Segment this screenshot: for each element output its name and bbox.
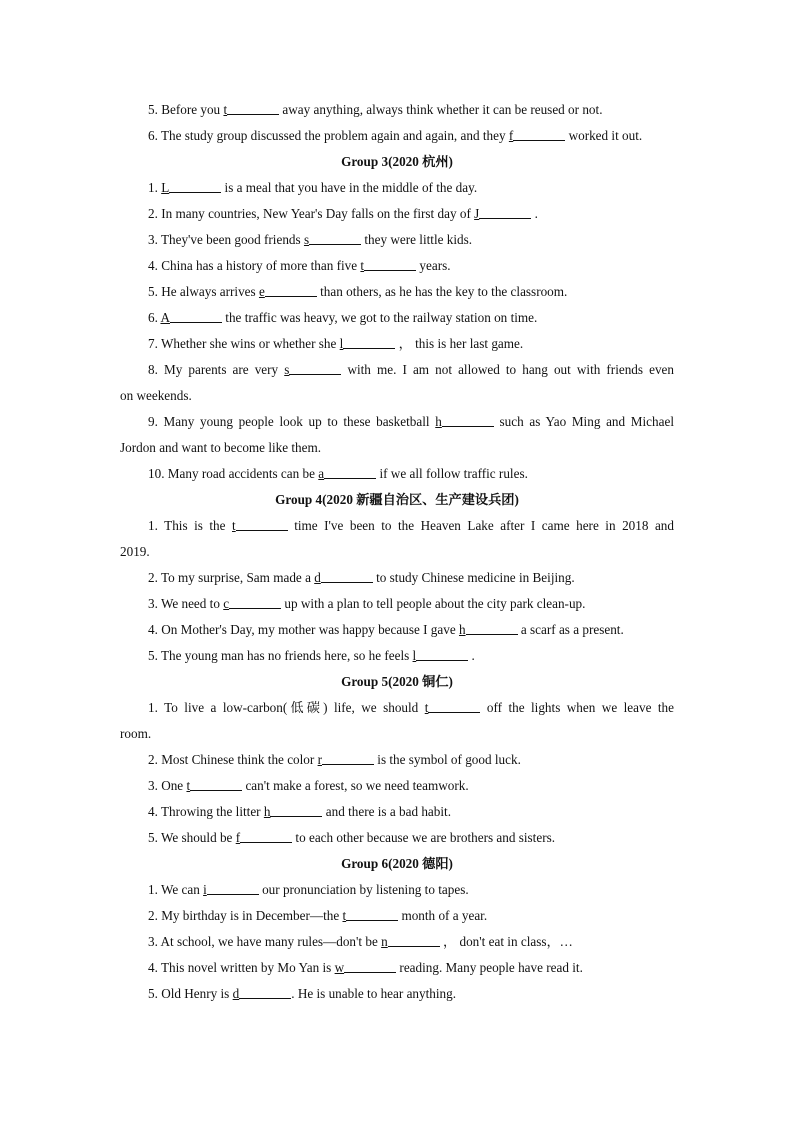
item-text-after: if we all follow traffic rules.: [376, 466, 528, 481]
item-text-after: ， this is her last game.: [395, 336, 524, 351]
blank-initial-letter: l: [339, 336, 344, 351]
blank-initial-letter: t: [360, 258, 365, 273]
exercise-item: [120, 929, 674, 955]
item-text-after: away anything, always think whether it can be reused or not.: [279, 102, 603, 117]
exercise-item: [120, 461, 674, 487]
exercise-item: [120, 903, 674, 929]
blank-underline: [388, 934, 440, 947]
blank-initial-letter: t: [232, 518, 236, 533]
item-text-before: 5. Before you: [148, 102, 224, 117]
exercise-item: [120, 877, 674, 903]
item-text-after: with me. I am not allowed to hang out with friends even: [341, 362, 675, 377]
blank-underline: [169, 180, 221, 193]
item-text-before: 4. Throwing the litter: [148, 804, 264, 819]
blank-underline: [236, 518, 288, 531]
blank-initial-letter: t: [223, 102, 228, 117]
blank-underline: [229, 596, 281, 609]
blank-initial-letter: a: [318, 466, 325, 481]
blank-underline: [239, 986, 291, 999]
blank-initial-letter: h: [435, 414, 442, 429]
exercise-item: [120, 981, 674, 1007]
answer-blank[interactable]: [304, 232, 361, 247]
item-text-after: ， don't eat in class，…: [439, 934, 573, 949]
exercise-item: [120, 565, 674, 591]
blank-initial-letter: l: [412, 648, 417, 663]
answer-blank[interactable]: [381, 934, 440, 949]
blank-initial-letter: s: [303, 232, 310, 247]
blank-underline: [227, 102, 279, 115]
blank-underline: [346, 908, 398, 921]
exercise-item: [120, 825, 674, 851]
blank-underline: [428, 700, 480, 713]
item-text-after: than others, as he has the key to the classroom.: [316, 284, 568, 299]
blank-underline: [479, 206, 531, 219]
item-text-after: a scarf as a present.: [517, 622, 624, 637]
blank-initial-letter: J: [474, 206, 480, 221]
item-continuation: on weekends.: [120, 388, 192, 403]
blank-underline: [207, 882, 259, 895]
blank-initial-letter: d: [232, 986, 240, 1001]
blank-initial-letter: t: [186, 778, 191, 793]
blank-underline: [265, 284, 317, 297]
answer-blank[interactable]: [259, 284, 317, 299]
answer-blank[interactable]: [203, 882, 259, 897]
blank-underline: [321, 570, 373, 583]
item-text-after: the traffic was heavy, we got to the railway station on time.: [222, 310, 538, 325]
answer-blank[interactable]: [342, 908, 398, 923]
item-text-after: .: [531, 206, 538, 221]
answer-blank[interactable]: [223, 102, 279, 117]
item-text-after: . He is unable to hear anything.: [291, 986, 457, 1001]
blank-initial-letter: c: [223, 596, 230, 611]
answer-blank[interactable]: [233, 986, 292, 1001]
answer-blank[interactable]: [318, 466, 376, 481]
exercise-item: [120, 747, 674, 773]
item-text-before: 2. Most Chinese think the color: [148, 752, 318, 767]
blank-underline: [466, 622, 518, 635]
answer-blank[interactable]: [160, 310, 222, 325]
blank-underline: [343, 336, 395, 349]
blank-initial-letter: d: [314, 570, 321, 585]
exercise-item: [120, 279, 674, 305]
exercise-item: [120, 123, 674, 149]
blank-initial-letter: s: [284, 362, 290, 377]
answer-blank[interactable]: [223, 596, 281, 611]
answer-blank[interactable]: [161, 180, 221, 195]
item-text-before: 4. On Mother's Day, my mother was happy because I gave: [148, 622, 459, 637]
item-text-before: 9. Many young people look up to these basketball: [148, 414, 436, 429]
answer-blank[interactable]: [509, 128, 565, 143]
item-text-before: 4. This novel written by Mo Yan is: [148, 960, 335, 975]
answer-blank[interactable]: [413, 648, 469, 663]
answer-blank[interactable]: [435, 414, 494, 429]
exercise-item: [120, 175, 674, 201]
item-text-after: our pronunciation by listening to tapes.: [258, 882, 469, 897]
blank-underline: [364, 258, 416, 271]
blank-initial-letter: h: [458, 622, 466, 637]
blank-underline: [240, 830, 292, 843]
item-text-before: 5. Old Henry is: [148, 986, 233, 1001]
item-text-before: 10. Many road accidents can be: [148, 466, 319, 481]
item-text-before: 6.: [148, 310, 161, 325]
item-text-after: is the symbol of good luck.: [374, 752, 521, 767]
exercise-item: [120, 97, 674, 123]
item-text-before: 2. In many countries, New Year's Day falls on the first day of: [148, 206, 475, 221]
blank-initial-letter: e: [258, 284, 265, 299]
answer-blank[interactable]: [284, 362, 341, 377]
item-text-after: reading. Many people have read it.: [396, 960, 583, 975]
exercise-item: [120, 799, 674, 825]
blank-initial-letter: w: [334, 960, 345, 975]
blank-underline: [289, 362, 341, 375]
group-heading: Group 5(2020 铜仁): [341, 674, 453, 689]
blank-initial-letter: r: [317, 752, 322, 767]
item-text-after: month of a year.: [398, 908, 488, 923]
item-text-after: up with a plan to tell people about the city park clean-up.: [281, 596, 586, 611]
blank-initial-letter: f: [508, 128, 514, 143]
item-text-after: is a meal that you have in the middle of the day.: [221, 180, 478, 195]
exercise-item: [120, 253, 674, 279]
item-text-before: 3. One: [148, 778, 187, 793]
answer-blank[interactable]: [236, 830, 292, 845]
blank-initial-letter: n: [381, 934, 388, 949]
item-text-after: time I've been to the Heaven Lake after I came here in 2018 and: [287, 518, 674, 533]
item-text-before: 3. They've been good friends: [148, 232, 304, 247]
answer-blank[interactable]: [264, 804, 323, 819]
blank-underline: [190, 778, 242, 791]
exercise-item: [120, 409, 674, 461]
item-text-before: 1. We can: [148, 882, 204, 897]
blank-initial-letter: L: [161, 180, 170, 195]
exercise-item: [120, 643, 674, 669]
blank-underline: [309, 232, 361, 245]
item-continuation: room.: [120, 726, 152, 741]
answer-blank[interactable]: [335, 960, 397, 975]
blank-underline: [442, 414, 494, 427]
blank-initial-letter: t: [424, 700, 429, 715]
item-text-after: and there is a bad habit.: [322, 804, 452, 819]
exercise-item: [120, 227, 674, 253]
item-text-before: 1.: [148, 180, 162, 195]
item-text-after: to each other because we are brothers and sisters.: [292, 830, 556, 845]
item-text-after: such as Yao Ming and Michael: [493, 414, 674, 429]
blank-underline: [322, 752, 374, 765]
answer-blank[interactable]: [186, 778, 242, 793]
item-text-before: 8. My parents are very: [148, 362, 285, 377]
item-text-before: 5. He always arrives: [148, 284, 259, 299]
item-text-before: 5. We should be: [148, 830, 236, 845]
answer-blank[interactable]: [340, 336, 396, 351]
item-text-before: 3. We need to: [148, 596, 224, 611]
blank-initial-letter: f: [235, 830, 241, 845]
group-heading: Group 4(2020 新疆自治区、生产建设兵团): [275, 492, 519, 507]
item-text-after: can't make a forest, so we need teamwork.: [242, 778, 469, 793]
item-text-before: 6. The study group discussed the problem again and again, and they: [148, 128, 509, 143]
answer-blank[interactable]: [459, 622, 518, 637]
answer-blank[interactable]: [232, 518, 288, 533]
exercise-item: [120, 331, 674, 357]
item-text-after: .: [468, 648, 475, 663]
blank-underline: [344, 960, 396, 973]
exercise-item: [120, 513, 674, 565]
item-text-before: 2. My birthday is in December—the: [148, 908, 343, 923]
item-text-before: 1. This is the: [148, 518, 233, 533]
blank-underline: [170, 310, 222, 323]
blank-initial-letter: i: [203, 882, 207, 897]
item-text-after: worked it out.: [565, 128, 643, 143]
answer-blank[interactable]: [314, 570, 373, 585]
item-continuation: Jordon and want to become like them.: [120, 440, 322, 455]
exercise-content: [120, 97, 674, 1007]
exercise-item: [120, 773, 674, 799]
item-text-before: 7. Whether she wins or whether she: [148, 336, 340, 351]
group-heading: Group 6(2020 德阳): [341, 856, 453, 871]
exercise-item: [120, 305, 674, 331]
item-text-before: 3. At school, we have many rules—don't be: [148, 934, 382, 949]
item-text-after: years.: [416, 258, 451, 273]
blank-underline: [513, 128, 565, 141]
blank-initial-letter: h: [263, 804, 271, 819]
item-text-before: 4. China has a history of more than five: [148, 258, 361, 273]
group-heading: Group 3(2020 杭州): [341, 154, 453, 169]
answer-blank[interactable]: [425, 700, 481, 715]
blank-initial-letter: t: [342, 908, 347, 923]
answer-blank[interactable]: [474, 206, 531, 221]
exercise-item: [120, 591, 674, 617]
exercise-item: [120, 695, 674, 747]
item-text-before: 1. To live a low-carbon(低碳) life, we should: [148, 700, 425, 715]
answer-blank[interactable]: [360, 258, 416, 273]
blank-initial-letter: A: [160, 310, 170, 325]
item-text-before: 2. To my surprise, Sam made a: [148, 570, 315, 585]
answer-blank[interactable]: [318, 752, 374, 767]
item-text-after: they were little kids.: [361, 232, 473, 247]
exercise-item: [120, 617, 674, 643]
item-text-after: off the lights when we leave the: [480, 700, 675, 715]
exercise-item: [120, 955, 674, 981]
blank-underline: [416, 648, 468, 661]
blank-underline: [270, 804, 322, 817]
item-text-before: 5. The young man has no friends here, so he feels: [148, 648, 413, 663]
item-text-after: to study Chinese medicine in Beijing.: [372, 570, 575, 585]
blank-underline: [324, 466, 376, 479]
item-continuation: 2019.: [120, 544, 150, 559]
exercise-item: [120, 357, 674, 409]
exercise-item: [120, 201, 674, 227]
